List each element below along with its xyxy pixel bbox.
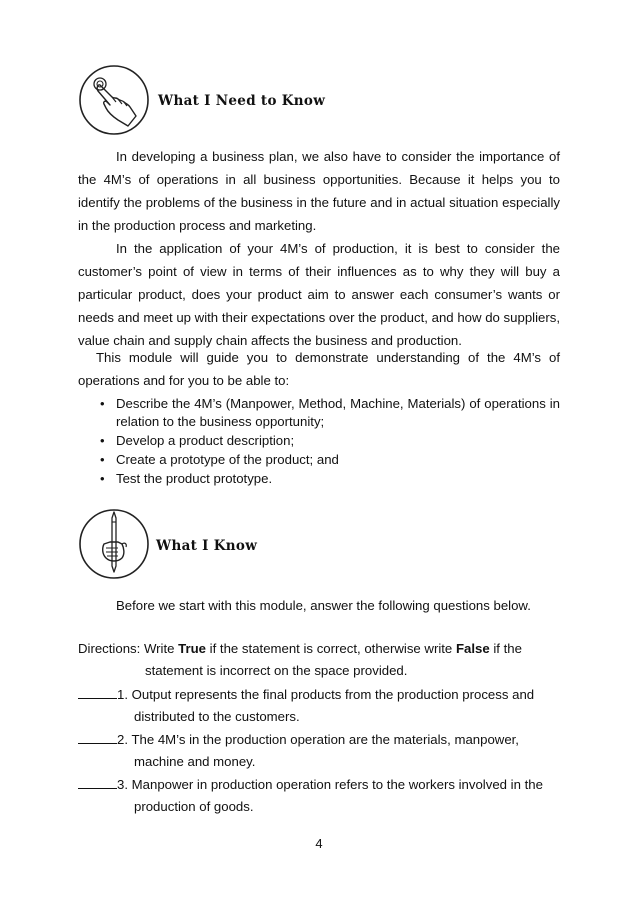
list-item: • Create a prototype of the product; and — [78, 451, 560, 469]
hand-holding-pen-icon — [78, 508, 150, 585]
question-item-2-cont: machine and money. — [134, 754, 256, 769]
list-item: • Describe the 4M’s (Manpower, Method, Machine, Materials) of operations in relation to the business opportunity; — [78, 395, 560, 431]
paragraph-application: In the application of your 4M’s of production, it is best to consider the customer’s point of view in terms of their influences as to why they will buy a particular product, does your product aim to answer each consumer’s wants or needs and meet up with their expectations over the product, and how do suppliers, value chain and supply chain affects the business and production. — [78, 241, 560, 348]
directions-text: Directions: Write True if the statement is correct, otherwise write False if the — [78, 641, 522, 656]
answer-blank[interactable] — [78, 686, 117, 699]
question-item-2: 2. The 4M’s in the production operation are the materials, manpower, — [78, 731, 519, 747]
question-item-1: 1. Output represents the final products from the production process and — [78, 686, 534, 702]
list-item: • Test the product prototype. — [78, 470, 560, 488]
pointing-hand-icon — [78, 64, 150, 141]
list-item: • Develop a product description; — [78, 432, 560, 450]
question-item-1-cont: distributed to the customers. — [134, 709, 300, 724]
section-heading-know: What I Know — [156, 538, 258, 554]
true-keyword: True — [178, 641, 207, 656]
paragraph-intro: In developing a business plan, we also have to consider the importance of the 4M’s of operations in all business opportunities. Because it helps you to identify the problems of the business in the future and in actual situation especially in the production process and marketing. — [78, 149, 560, 233]
answer-blank[interactable] — [78, 731, 117, 744]
false-keyword: False — [455, 641, 490, 656]
question-item-3-cont: production of goods. — [134, 799, 254, 814]
paragraph-module-guide: This module will guide you to demonstrate understanding of the 4M’s of operations and for you to be able to: — [78, 350, 560, 388]
page-number: 4 — [315, 836, 323, 851]
answer-blank[interactable] — [78, 776, 117, 789]
directions-line-2: statement is incorrect on the space provided. — [145, 663, 408, 678]
intro-line: Before we start with this module, answer the following questions below. — [116, 598, 531, 613]
objectives-list — [78, 395, 560, 489]
question-item-3: 3. Manpower in production operation refers to the workers involved in the — [78, 776, 543, 792]
section-heading-need: What I Need to Know — [158, 93, 326, 109]
